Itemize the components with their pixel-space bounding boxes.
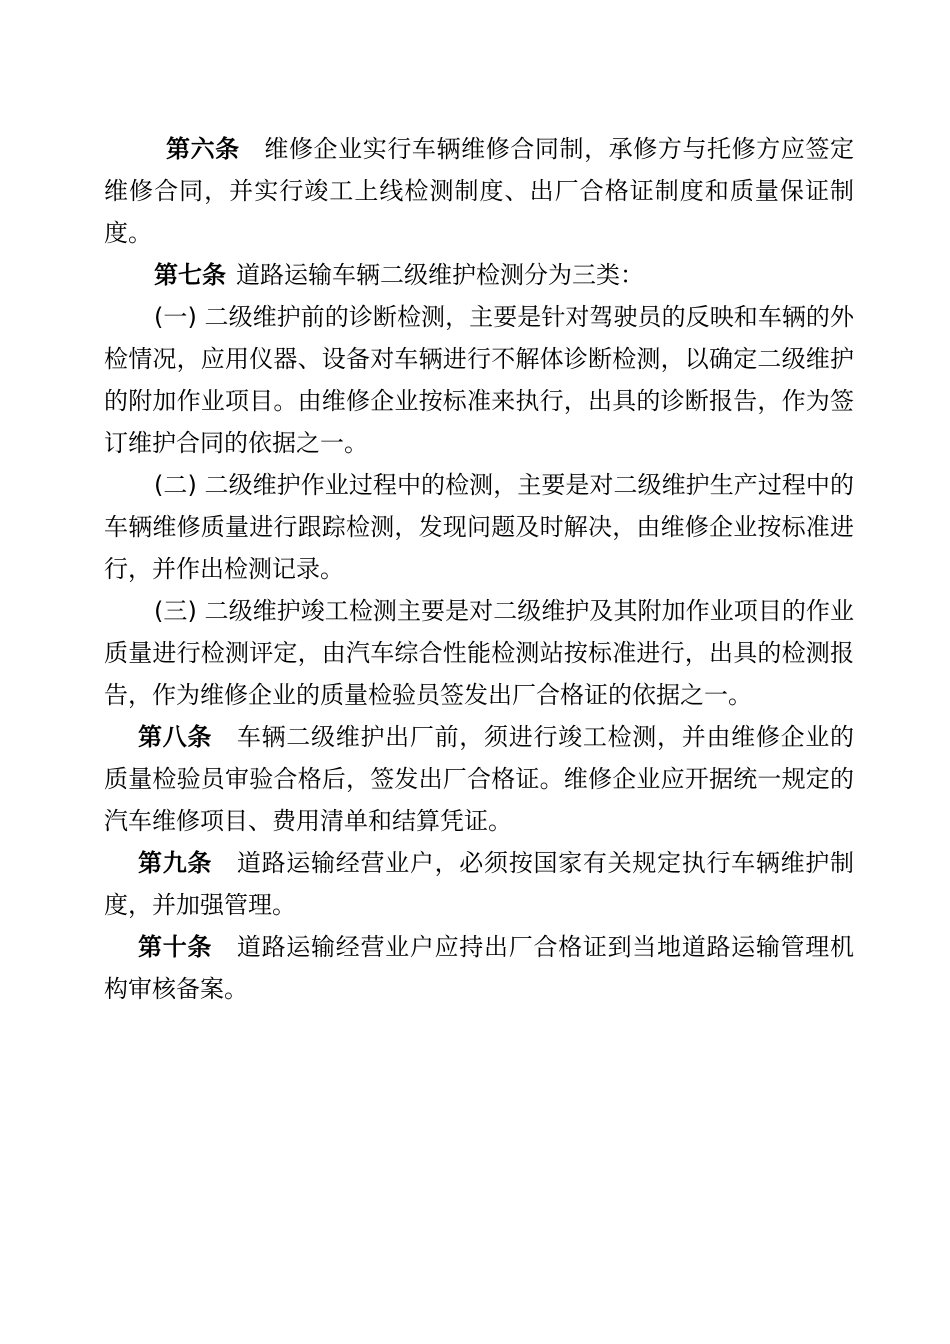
article-7-item-2 [104,464,854,590]
article-7-item-1-text: (一) 二级维护前的诊断检测，主要是针对驾驶员的反映和车辆的外检情况，应用仪器、设备对车辆进行不解体诊断检测，以确定二级维护的附加作业项目。由维修企业按标准来执行，出具的诊断报告，作为签订维护合同的依据之一。 [104,303,854,457]
article-10-paragraph [104,926,854,1010]
article-10-text: 道路运输经营业户应持出厂合格证到当地道路运输管理机构审核备案。 [104,933,855,1003]
document-body [104,128,854,1010]
article-6-text: 维修企业实行车辆维修合同制，承修方与托修方应签定维修合同，并实行竣工上线检测制度、出厂合格证制度和质量保证制度。 [104,135,855,247]
article-7-item-2-text: (二) 二级维护作业过程中的检测，主要是对二级维护生产过程中的车辆维修质量进行跟踪检测，发现问题及时解决，由维修企业按标准进行，并作出检测记录。 [104,471,854,583]
article-9-text: 道路运输经营业户，必须按国家有关规定执行车辆维护制度，并加强管理。 [104,849,855,919]
article-9-label: 第九条 [138,849,213,877]
article-7-item-1 [104,296,854,464]
article-10-label: 第十条 [138,933,213,961]
article-6-label: 第六条 [166,135,240,163]
article-9-paragraph [104,842,854,926]
article-7-text: 道路运输车辆二级维护检测分为三类： [236,261,644,289]
article-7-item-3-text: (三) 二级维护竣工检测主要是对二级维护及其附加作业项目的作业质量进行检测评定，由汽车综合性能检测站按标准进行，出具的检测报告，作为维修企业的质量检验员签发出厂合格证的依据之一。 [104,597,854,709]
article-7-item-3 [104,590,854,716]
article-7-label: 第七条 [154,261,226,289]
article-6-paragraph [104,128,854,254]
article-8-paragraph [104,716,854,842]
article-8-label: 第八条 [138,723,213,751]
article-8-text: 车辆二级维护出厂前，须进行竣工检测，并由维修企业的质量检验员审验合格后，签发出厂合格证。维修企业应开据统一规定的汽车维修项目、费用清单和结算凭证。 [104,723,855,835]
article-7-paragraph [104,254,854,296]
